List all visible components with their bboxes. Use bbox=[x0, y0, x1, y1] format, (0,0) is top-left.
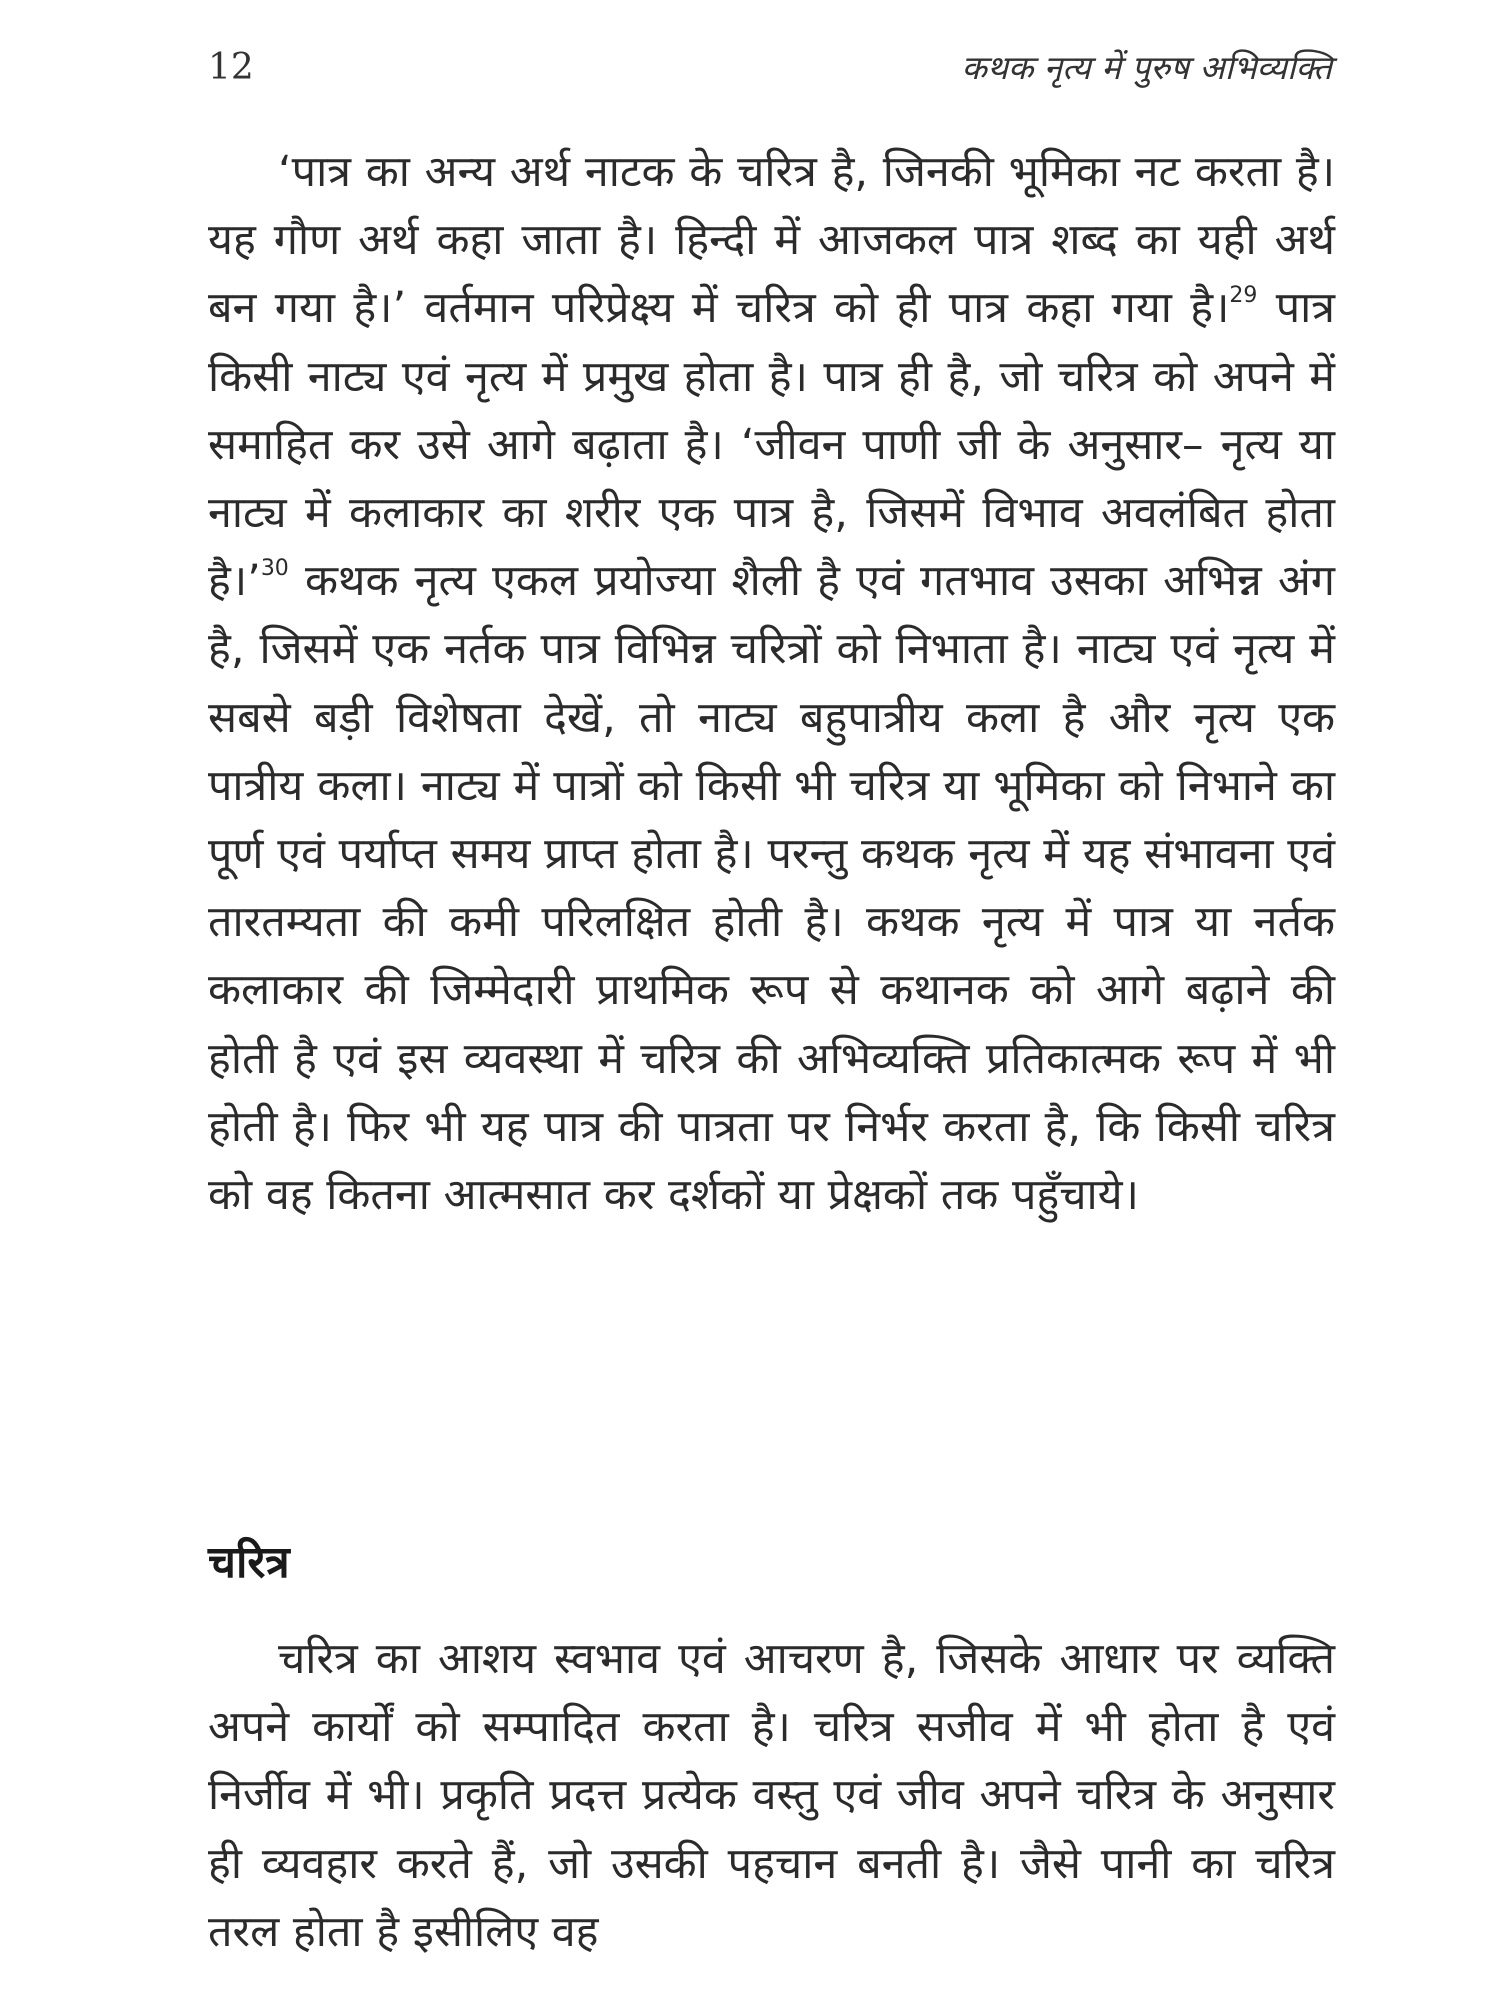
page-header bbox=[208, 44, 1332, 104]
paragraph-1-text-3: कथक नृत्य एकल प्रयोज्या शैली है एवं गतभाव उसका अभिन्न अंग है, जिसमें एक नर्तक पात्र विभिन्न चरित्रों को निभाता है। नाट्य एवं नृत्य में सबसे बड़ी विशेषता देखें, तो नाट्य बहुपात्रीय कला है और नृत्य एक पात्रीय कला। नाट्य में पात्रों को किसी भी चरित्र या भूमिका को निभाने का पूर्ण एवं पर्याप्त समय प्राप्त होता है। परन्तु कथक नृत्य में यह संभावना एवं तारतम्यता की कमी परिलक्षित होती है। कथक नृत्य में पात्र या नर्तक कलाकार की जिम्मेदारी प्राथमिक रूप से कथानक को आगे बढ़ाने की होती है एवं इस व्यवस्था में चरित्र की अभिव्यक्ति प्रतिकात्मक रूप में भी होती है। फिर भी यह पात्र की पात्रता पर निर्भर करता है, कि किसी चरित्र को वह कितना आत्मसात कर दर्शकों या प्रेक्षकों तक पहुँचाये। bbox=[208, 556, 1335, 1221]
running-title: कथक नृत्य में पुरुष अभिव्यक्ति bbox=[961, 48, 1332, 87]
page-number: 12 bbox=[208, 47, 254, 88]
paragraph-1-text-2: पात्र किसी नाट्य एवं नृत्य में प्रमुख होता है। पात्र ही है, जो चरित्र को अपने में समाहित कर उसे आगे बढ़ाता है। ‘जीवन पाणी जी के अनुसार– नृत्य या नाट्य में कलाकार का शरीर एक पात्र है, जिसमें विभाव अवलंबित होता है।’ bbox=[208, 283, 1335, 607]
paragraph-1-text-1: ‘पात्र का अन्य अर्थ नाटक के चरित्र है, जिनकी भूमिका नट करता है। यह गौण अर्थ कहा जाता है। हिन्दी में आजकल पात्र शब्द का यही अर्थ बन गया है।’ वर्तमान परिप्रेक्ष्य में चरित्र को ही पात्र कहा गया है। bbox=[208, 147, 1335, 334]
body-paragraph-1 bbox=[208, 138, 1335, 1229]
body-paragraph-2: चरित्र का आशय स्वभाव एवं आचरण है, जिसके आधार पर व्यक्ति अपने कार्यों को सम्पादित करता है। चरित्र सजीव में भी होता है एवं निर्जीव में भी। प्रकृति प्रदत्त प्रत्येक वस्तु एवं जीव अपने चरित्र के अनुसार ही व्यवहार करते हैं, जो उसकी पहचान बनती है। जैसे पानी का चरित्र तरल होता है इसीलिए वह bbox=[208, 1634, 1335, 1957]
section-heading: चरित्र bbox=[208, 1537, 290, 1588]
footnote-marker-29: 29 bbox=[1229, 283, 1258, 309]
footnote-marker-30: 30 bbox=[260, 556, 289, 582]
